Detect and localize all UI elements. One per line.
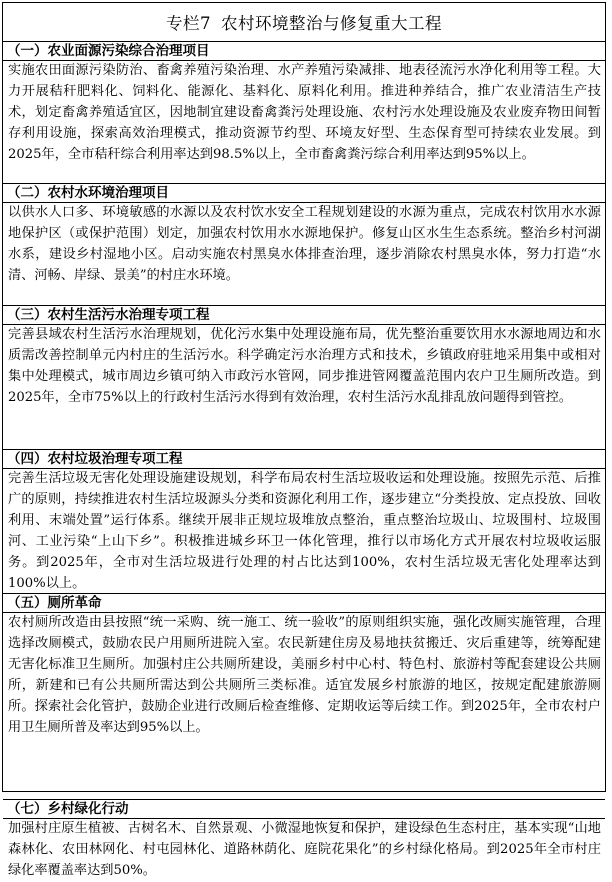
- section-heading-1: （一）农业面源污染综合治理项目: [3, 42, 605, 61]
- section-body-3: 完善县域农村生活污水治理规划，优化污水集中处理设施布局，优先整治重要饮用水水源地周边和水质需改善控制单元内村庄的生活污水。科学确定污水治理方式和技术，乡镇政府驻地采用集中或相对集中处理模式，城市周边乡镇可纳入市政污水管网，同步推进管网覆盖范围内农户卫生厕所改造。到2025年，全市75%以上的行政村生活污水得到有效治理，农村生活污水乱排乱放问题得到管控。: [3, 325, 605, 450]
- box-title-text: 农村环境整治与修复重大工程: [221, 14, 442, 33]
- section-body-7: 加强村庄原生植被、古树名木、自然景观、小微湿地恢复和保护，建设绿色生态村庄，基本实现“山地森林化、农田林网化、村屯园林化、道路林荫化、庭院花果化”的乡村绿化格局。到2025年全市村庄绿化率覆盖率达到50%。: [8, 821, 601, 878]
- section-body-4: 完善生活垃圾无害化处理设施建设规划，科学布局农村生活垃圾收运和处理设施。按照先示范、后推广的原则，持续推进农村生活垃圾源头分类和资源化利用工作，逐步建立“分类投放、定点投放、回收利用、末端处置”运行体系。继续开展非正规垃圾堆放点整治，重点整治垃圾山、垃圾围村、垃圾围河、工业污染“上山下乡”。积极推进城乡环卫一体化管理，推行以市场化方式开展农村垃圾收运服务。到2025年，全市对生活垃圾进行处理的村占比达到100%，农村生活垃圾无害化处理率达到100%以上。: [3, 469, 605, 594]
- feature-box: [2, 2, 606, 878]
- box-title-label: 专栏7: [166, 14, 211, 33]
- section-body-2: 以供水人口多、环境敏感的水源以及农村饮水安全工程规划建设的水源为重点，完成农村饮用水水源地保护区（或保护范围）划定，加强农村饮用水水源地保护。修复山区水生生态系统。整治乡村河湖水系，建设乡村湿地小区。启动实施农村黑臭水体排查治理，逐步消除农村黑臭水体，努力打造“水清、河畅、岸绿、景美”的村庄水环境。: [3, 203, 605, 306]
- section-heading-5: （五）厕所革命: [3, 594, 605, 613]
- section-heading-3: （三）农村生活污水治理专项工程: [3, 306, 605, 325]
- section-body-1: 实施农田面源污染防治、畜禽养殖污染治理、水产养殖污染减排、地表径流污水净化利用等工程。大力开展秸秆肥料化、饲料化、能源化、基料化、原料化利用。推进种养结合，推广农业清洁生产技术，划定畜禽养殖适宜区，因地制宜建设畜禽粪污处理设施、农村污水处理设施及农业废弃物田间暂存利用设施，探索高效治理模式，推动资源节约型、环境友好型、生态保育型可持续农业发展。到2025年，全市秸秆综合利用率达到98.5%以上，全市畜禽粪污综合利用率达到95%以上。: [3, 61, 605, 184]
- section-heading-2: （二）农村水环境治理项目: [3, 184, 605, 203]
- box-title: [3, 3, 605, 42]
- section-body-5: 农村厕所改造由县按照“统一采购、统一施工、统一验收”的原则组织实施，强化改厕实施管理，合理选择改厕模式，鼓励农民户用厕所进院入室。农民新建住房及易地扶贫搬迁、灾后重建等，统筹配建无害化标准卫生厕所。加强村庄公共厕所建设，美丽乡村中心村、特色村、旅游村等配套建设公共厕所，新建和已有公共厕所需达到公共厕所三类标准。适宜发展乡村旅游的地区，按规定配建旅游厕所。探索社会化管护，鼓励企业进行改厕后检查维修、定期收运等后续工作。到2025年，全市农村户用卫生厕所普及率达到95%以上。: [3, 613, 605, 800]
- section-heading-7: （七）乡村绿化行动: [3, 800, 605, 819]
- section-heading-4: （四）农村垃圾治理专项工程: [3, 450, 605, 469]
